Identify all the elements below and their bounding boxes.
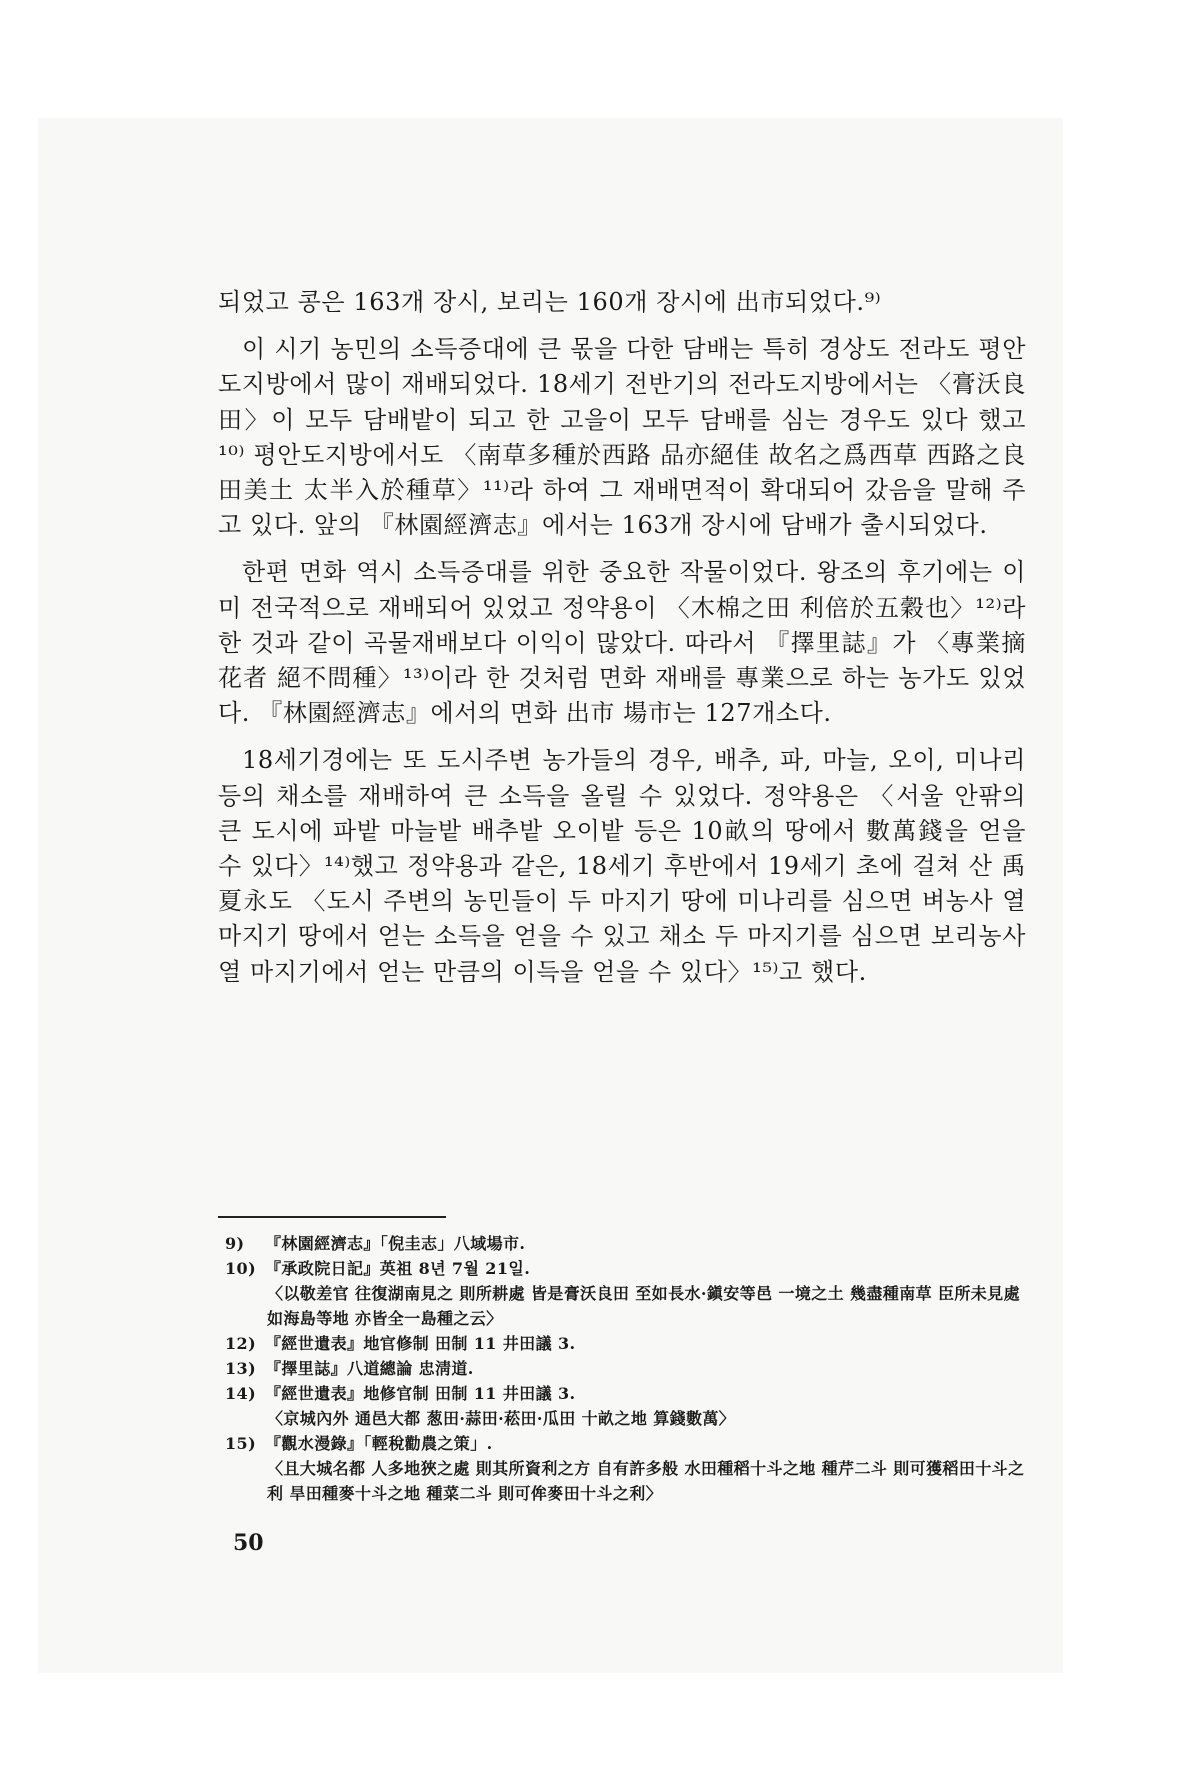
footnote bbox=[225, 1256, 1025, 1281]
paragraph: 18세기경에는 또 도시주변 농가들의 경우, 배추, 파, 마늘, 오이, 미나리 등의 채소를 재배하여 큰 소득을 올릴 수 있었다. 정약용은 〈서울 안팎의 큰 도시에 파밭 마늘밭 배추밭 오이밭 등은 10畝의 땅에서 數萬錢을 얻을 수 있다〉¹⁴⁾했고 정약용과 같은, 18세기 후반에서 19세기 초에 걸쳐 산 禹夏永도 〈도시 주변의 농민들이 두 마지기 땅에 미나리를 심으면 벼농사 열 마지기 땅에서 얻는 소득을 얻을 수 있고 채소 두 마지기를 심으면 보리농사 열 마지기에서 얻는 만큼의 이득을 얻을 수 있다〉¹⁵⁾고 했다. bbox=[218, 746, 1026, 986]
footnote-text: 『經世遺表』地官修制 田制 11 井田議 3. bbox=[265, 1334, 576, 1353]
footnote bbox=[225, 1381, 1025, 1406]
footnote-number: 12) bbox=[225, 1334, 257, 1353]
footnote-text: 『林園經濟志』「倪圭志」八域場市. bbox=[265, 1234, 526, 1253]
paragraph: 되었고 콩은 163개 장시, 보리는 160개 장시에 出市되었다.⁹⁾ bbox=[218, 288, 882, 316]
footnote bbox=[225, 1431, 1025, 1456]
footnote-number: 15) bbox=[225, 1434, 257, 1453]
footnote-quote: 〈以敬差官 往復湖南見之 則所耕處 皆是膏沃良田 至如長水·鎭安等邑 一境之土 幾盡種南草 臣所未見處 如海島等地 亦皆全一島種之云〉 bbox=[267, 1284, 1020, 1328]
paragraph: 한편 면화 역시 소득증대를 위한 중요한 작물이었다. 왕조의 후기에는 이미 전국적으로 재배되어 있었고 정약용이 〈木棉之田 利倍於五穀也〉¹²⁾라 한 것과 같이 곡물재배보다 이익이 많았다. 따라서 『擇里誌』가 〈專業摘花者 絕不問種〉¹³⁾이라 한 것처럼 면화 재배를 專業으로 하는 농가도 있었다. 『林園經濟志』에서의 면화 出市 場市는 127개소다. bbox=[218, 558, 1026, 728]
footnote bbox=[225, 1356, 1025, 1381]
footnote-quote: 〈且大城名都 人多地狹之處 則其所資利之方 自有許多般 水田種稻十斗之地 種芹二斗 則可獲稻田十斗之利 旱田種麥十斗之地 種菜二斗 則可侔麥田十斗之利〉 bbox=[267, 1459, 1025, 1503]
footnote-number: 13) bbox=[225, 1359, 257, 1378]
footnote-text: 『觀水漫錄』「輕稅勸農之策」. bbox=[265, 1434, 493, 1453]
body-text bbox=[218, 285, 1026, 1002]
footnote-divider bbox=[218, 1216, 446, 1218]
footnote bbox=[225, 1331, 1025, 1356]
footnote-text: 『承政院日記』英祖 8년 7월 21일. bbox=[265, 1259, 531, 1278]
footnote-quote: 〈京城內外 通邑大都 葱田·蒜田·菘田·瓜田 十畝之地 算錢數萬〉 bbox=[267, 1409, 736, 1428]
page-number: 50 bbox=[233, 1530, 264, 1556]
footnote-text: 『擇里誌』八道總論 忠淸道. bbox=[265, 1359, 474, 1378]
footnote bbox=[225, 1231, 1025, 1256]
footnote-number: 14) bbox=[225, 1384, 257, 1403]
footnotes bbox=[225, 1231, 1025, 1506]
footnote-text: 『經世遺表』地修官制 田制 11 井田議 3. bbox=[265, 1384, 576, 1403]
footnote-number: 10) bbox=[225, 1259, 257, 1278]
footnote-number: 9) bbox=[225, 1234, 245, 1253]
paragraph: 이 시기 농민의 소득증대에 큰 몫을 다한 담배는 특히 경상도 전라도 평안도지방에서 많이 재배되었다. 18세기 전반기의 전라도지방에서는 〈膏沃良田〉이 모두 담배밭이 되고 한 고을이 모두 담배를 심는 경우도 있다 했고¹⁰⁾ 평안도지방에서도 〈南草多種於西路 品亦絕佳 故名之爲西草 西路之良田美土 太半入於種草〉¹¹⁾라 하여 그 재배면적이 확대되어 갔음을 말해 주고 있다. 앞의 『林園經濟志』에서는 163개 장시에 담배가 출시되었다. bbox=[218, 335, 1026, 540]
